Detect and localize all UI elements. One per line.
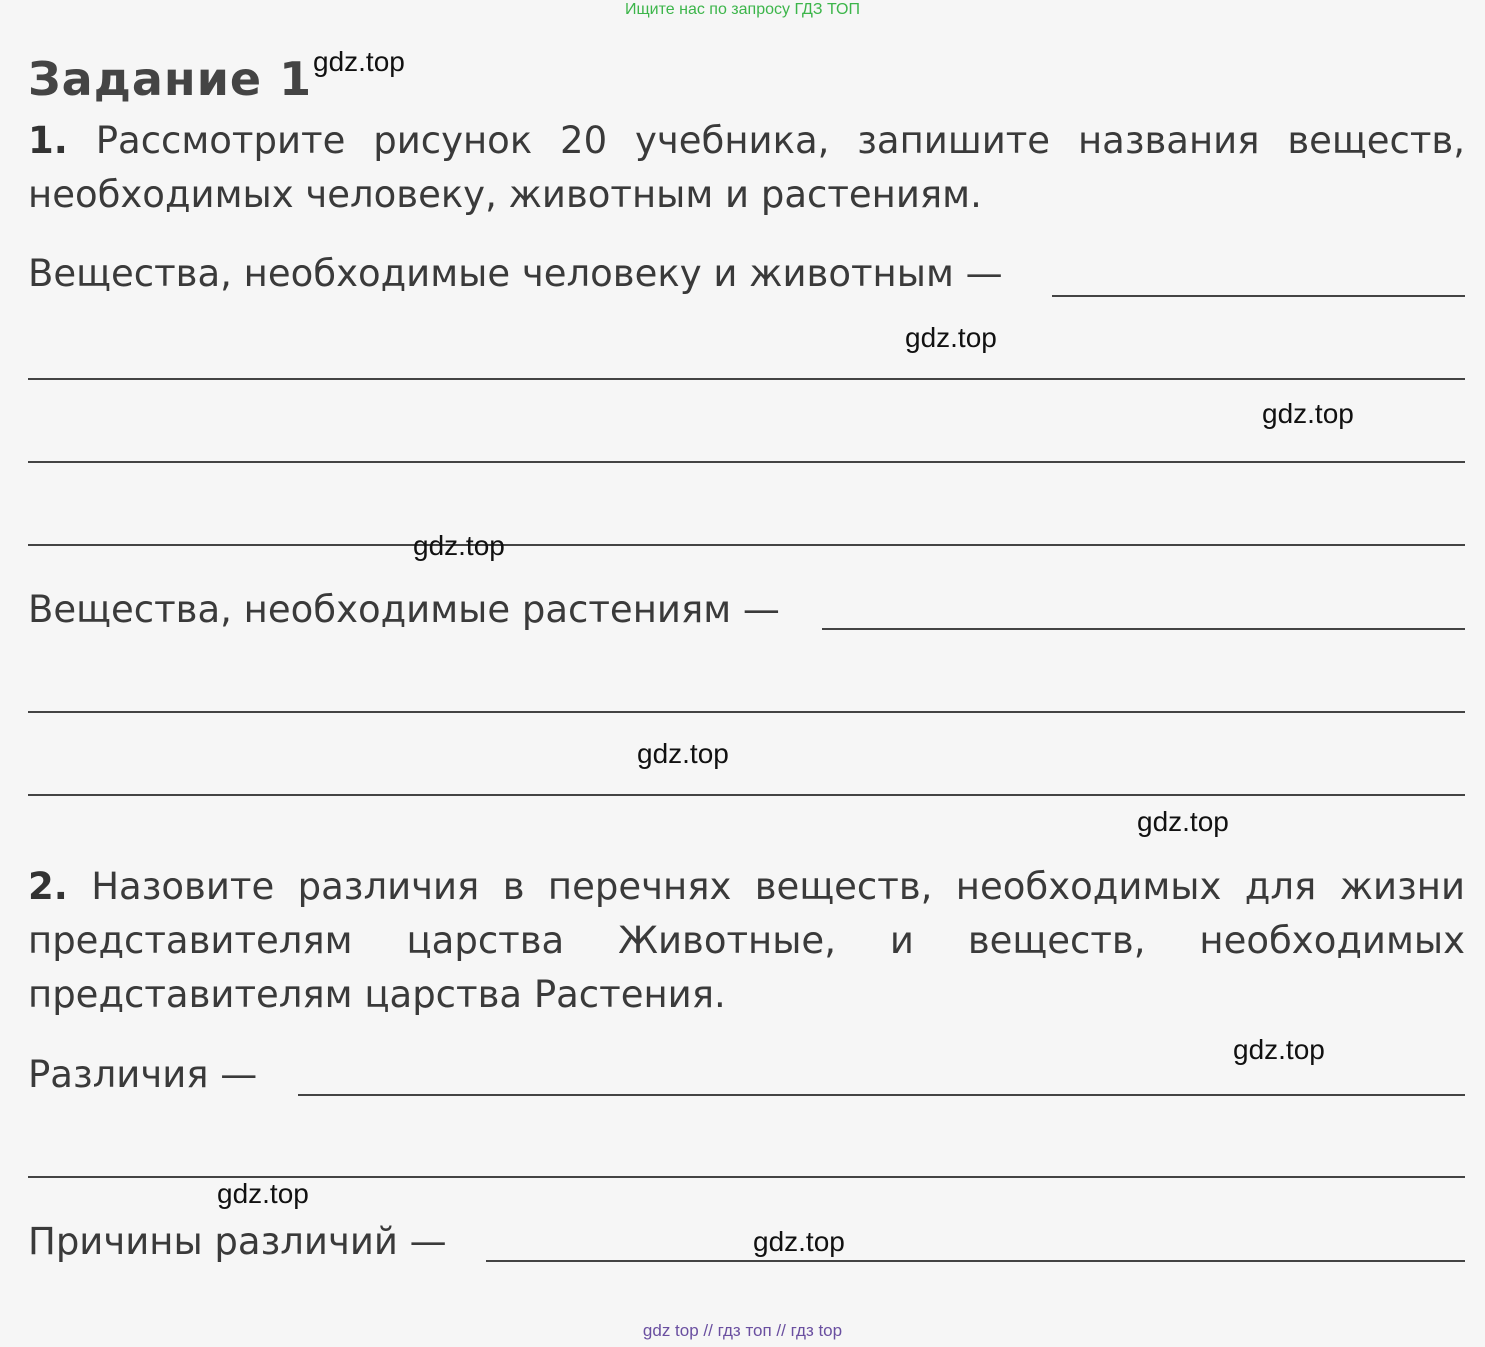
answer-line[interactable]	[486, 1260, 1465, 1262]
watermark: gdz.top	[1262, 398, 1354, 429]
answer-line[interactable]	[28, 711, 1465, 713]
label-differences: Различия —	[28, 1053, 258, 1096]
label-animals: Вещества, необходимые человеку и животным —	[28, 252, 1003, 295]
watermark: gdz.top	[313, 46, 405, 77]
answer-line[interactable]	[28, 378, 1465, 380]
task-2-number: 2.	[28, 865, 68, 908]
answer-line[interactable]	[28, 461, 1465, 463]
task-1-text	[28, 114, 1465, 222]
answer-line[interactable]	[28, 544, 1465, 546]
watermark: gdz.top	[753, 1226, 845, 1257]
watermark: gdz.top	[637, 738, 729, 769]
search-hint: Ищите нас по запросу ГДЗ ТОП	[625, 1, 860, 18]
answer-line[interactable]	[822, 628, 1465, 630]
watermark: gdz.top	[905, 322, 997, 353]
task-1-instruction: Рассмотрите рисунок 20 учебника, запишите названия веществ, необходимых человеку, животным и растениям.	[28, 119, 1465, 216]
label-reasons: Причины различий —	[28, 1220, 447, 1263]
page-title: Задание 1	[28, 52, 313, 106]
watermark: gdz.top	[1137, 806, 1229, 837]
label-plants: Вещества, необходимые растениям —	[28, 588, 780, 631]
footer-credits: gdz top // гдз топ // гдз top	[642, 1321, 843, 1340]
task-1-number: 1.	[28, 119, 68, 162]
answer-line[interactable]	[28, 794, 1465, 796]
task-2-text	[28, 860, 1465, 1022]
answer-line[interactable]	[298, 1094, 1465, 1096]
watermark: gdz.top	[217, 1178, 309, 1209]
watermark: gdz.top	[413, 530, 505, 561]
watermark: gdz.top	[1233, 1034, 1325, 1065]
answer-line[interactable]	[1052, 295, 1465, 297]
task-2-instruction: Назовите различия в перечнях веществ, необходимых для жизни представителям царства Животные, и веществ, необходимых представителям царства Растения.	[28, 865, 1465, 1016]
